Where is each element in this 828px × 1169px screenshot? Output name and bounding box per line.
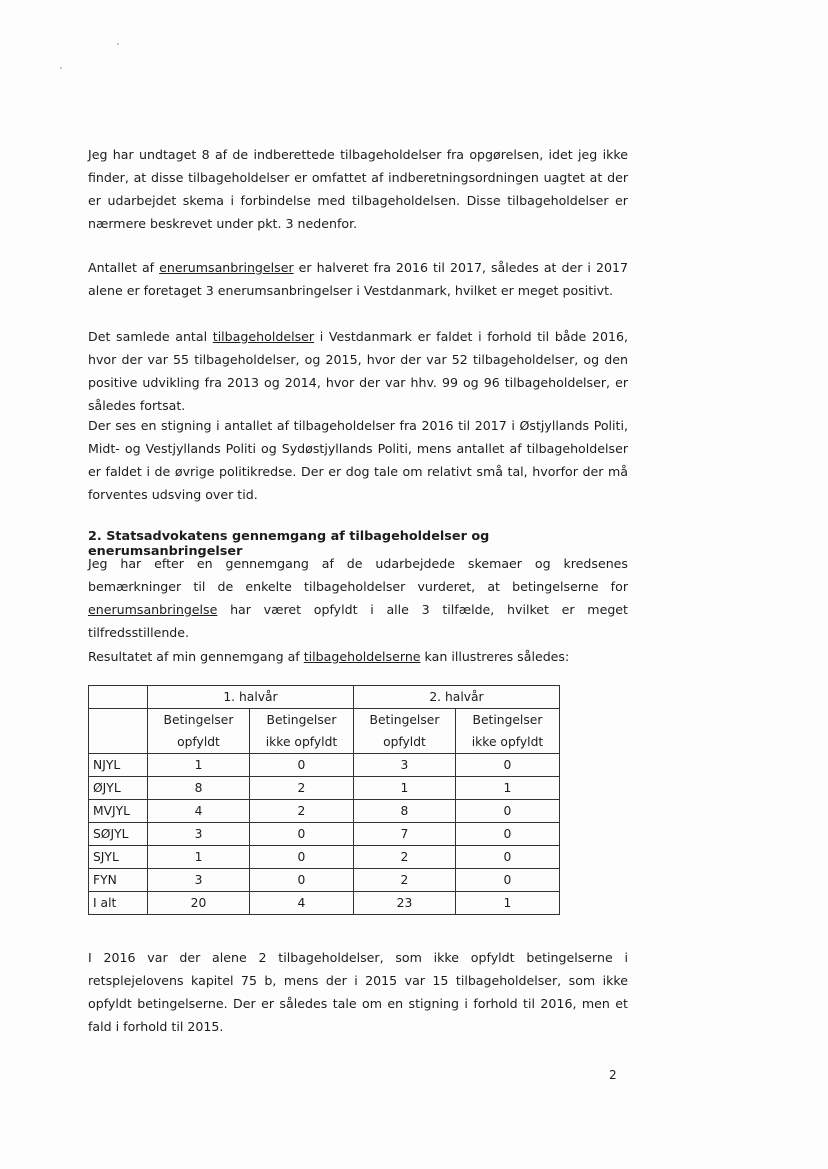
table-cell: 23: [353, 892, 455, 915]
subheader-not-met: Betingelser ikke opfyldt: [455, 709, 559, 754]
table-cell: 4: [148, 800, 250, 823]
table-cell: 8: [353, 800, 455, 823]
table-row: [89, 823, 560, 846]
paragraph-detention-total: Det samlede antal tilbageholdelser i Vestdanmark er faldet i forhold til både 2016, hvor der var 55 tilbageholdelser, og 2015, hvor der var 52 tilbageholdelser, og den positive udvikling fra 2013 og 2014, hvor der var hhv. 99 og 96 tilbageholdelser, er således fortsat.: [88, 329, 628, 413]
table-header-row: [89, 686, 560, 709]
table-cell: 3: [353, 754, 455, 777]
table-cell: 3: [148, 869, 250, 892]
table-cell: 0: [455, 846, 559, 869]
underlined-term: tilbageholdelser: [212, 329, 315, 344]
table-cell: 0: [249, 846, 353, 869]
header-half-2: 2. halvår: [353, 686, 559, 709]
underlined-term: tilbageholdelserne: [303, 649, 421, 664]
subheader-not-met: Betingelser ikke opfyldt: [249, 709, 353, 754]
paragraph-isolation-count: Antallet af enerumsanbringelser er halveret fra 2016 til 2017, således at der i 2017 alene er foretaget 3 enerumsanbringelser i Vestdanmark, hvilket er meget positivt.: [88, 260, 628, 298]
results-table: [88, 685, 560, 915]
table-cell: 2: [249, 777, 353, 800]
section-heading: 2. Statsadvokatens gennemgang af tilbageholdelser og enerumsanbringelser: [88, 529, 490, 559]
row-label: SJYL: [89, 846, 148, 869]
table-cell: 7: [353, 823, 455, 846]
table-row: [89, 869, 560, 892]
table-cell: 0: [249, 754, 353, 777]
underlined-term: enerumsanbringelse: [88, 602, 218, 617]
speck-2: [60, 67, 62, 69]
table-cell: 0: [455, 800, 559, 823]
paragraph-review: Jeg har efter en gennemgang af de udarbejdede skemaer og kredsenes bemærkninger til de enkelte tilbageholdelser vurderet, at betingelserne for enerumsanbringelse har været opfyldt i alle 3 tilfælde, hvilket er meget tilfredsstillende.: [88, 556, 628, 640]
table-cell: 3: [148, 823, 250, 846]
table-cell: 1: [455, 892, 559, 915]
subheader-met: Betingelser opfyldt: [353, 709, 455, 754]
table-cell: 1: [148, 846, 250, 869]
table-cell: 8: [148, 777, 250, 800]
header-half-1: 1. halvår: [148, 686, 354, 709]
row-label: FYN: [89, 869, 148, 892]
table-row: [89, 800, 560, 823]
row-label: ØJYL: [89, 777, 148, 800]
row-label: NJYL: [89, 754, 148, 777]
row-label: I alt: [89, 892, 148, 915]
table-row: [89, 754, 560, 777]
table-cell: 4: [249, 892, 353, 915]
table-cell: 2: [353, 846, 455, 869]
row-label: SØJYL: [89, 823, 148, 846]
table-cell: 0: [455, 869, 559, 892]
table-cell: 2: [249, 800, 353, 823]
page-number: 2: [609, 1068, 617, 1082]
speck-1: [117, 43, 119, 45]
table-row: [89, 846, 560, 869]
table-row: [89, 777, 560, 800]
table-cell: 1: [353, 777, 455, 800]
table-cell: 0: [249, 823, 353, 846]
subheader-met: Betingelser opfyldt: [148, 709, 250, 754]
table-cell: 1: [455, 777, 559, 800]
table-cell: 0: [455, 823, 559, 846]
table-cell: 1: [148, 754, 250, 777]
paragraph-result-intro: Resultatet af min gennemgang af tilbageholdelserne kan illustreres således:: [88, 649, 570, 664]
table-subheader-row: [89, 709, 560, 754]
table-total-row: [89, 892, 560, 915]
table-cell: 0: [455, 754, 559, 777]
paragraph-comparison: I 2016 var der alene 2 tilbageholdelser, som ikke opfyldt betingelserne i retsplejelovens kapitel 75 b, mens der i 2015 var 15 tilbageholdelser, som ikke opfyldt betingelserne. Der er således tale om en stigning i forhold til 2016, men et fald i forhold til 2015.: [88, 950, 628, 1034]
paragraph-regional-increase: Der ses en stigning i antallet af tilbageholdelser fra 2016 til 2017 i Østjyllands Politi, Midt- og Vestjyllands Politi og Sydøstjyllands Politi, mens antallet af tilbageholdelser er faldet i de øvrige politikredse. Der er dog tale om relativt små tal, hvorfor der må forventes udsving over tid.: [88, 418, 628, 502]
underlined-term: enerumsanbringelser: [159, 260, 294, 275]
row-label: MVJYL: [89, 800, 148, 823]
table-cell: 0: [249, 869, 353, 892]
table-cell: 20: [148, 892, 250, 915]
paragraph-exclusions: Jeg har undtaget 8 af de indberettede tilbageholdelser fra opgørelsen, idet jeg ikke finder, at disse tilbageholdelser er omfattet af indberetningsordningen uagtet at der er udarbejdet skema i forbindelse med tilbageholdelsen. Disse tilbageholdelser er nærmere beskrevet under pkt. 3 nedenfor.: [88, 147, 628, 231]
table-cell: 2: [353, 869, 455, 892]
